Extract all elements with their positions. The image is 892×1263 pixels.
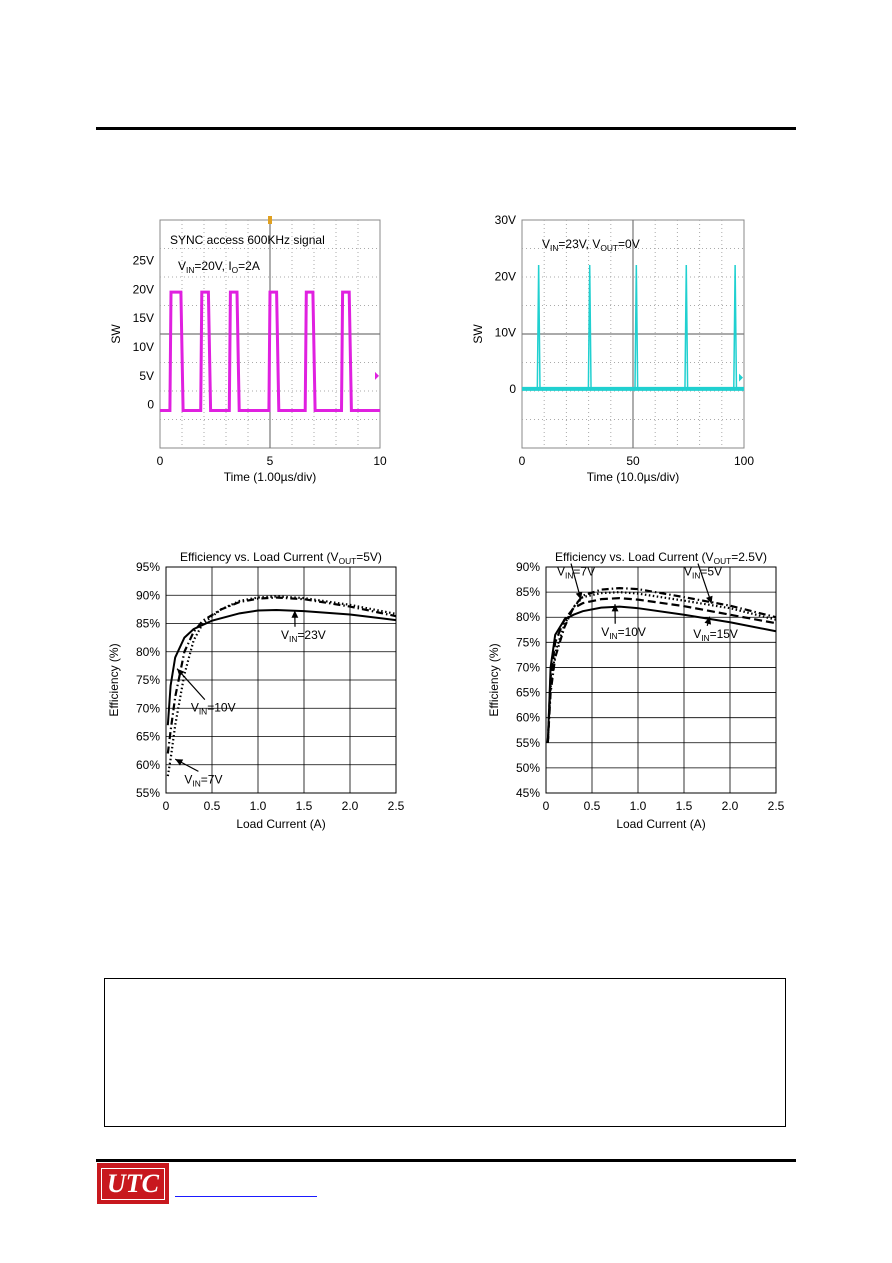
x-tick-label: 1.0 bbox=[629, 799, 647, 813]
efficiency-5v-chart bbox=[96, 535, 416, 845]
x-tick-label: 5 bbox=[266, 454, 274, 468]
series-label-part: =5V bbox=[700, 564, 723, 579]
series-label-part: =10V bbox=[617, 624, 646, 639]
x-tick-label: 0 bbox=[162, 799, 170, 813]
chart-title-part: OUT bbox=[338, 556, 357, 566]
series-label-part: V bbox=[281, 627, 290, 642]
sw-waveform-chart bbox=[460, 210, 760, 490]
y-tick-label: 70% bbox=[515, 660, 540, 675]
y-tick-label: 90% bbox=[515, 560, 540, 574]
y-tick-label: 10V bbox=[494, 325, 516, 340]
series-label bbox=[184, 772, 222, 788]
x-axis-label: Time (1.00µs/div) bbox=[223, 470, 317, 484]
condition-text-part: IN bbox=[186, 265, 195, 275]
x-tick-label: 50 bbox=[626, 454, 640, 468]
y-tick-label: 60% bbox=[515, 710, 540, 725]
y-axis-label: Efficiency (%) bbox=[487, 643, 501, 717]
y-tick-label: 85% bbox=[515, 585, 540, 600]
y-tick-label: 75% bbox=[135, 673, 160, 687]
y-tick-label: 0 bbox=[147, 397, 154, 412]
efficiency-2v5-chart bbox=[476, 535, 796, 845]
footer-rule bbox=[96, 1159, 796, 1162]
series-label-part: V bbox=[693, 626, 702, 641]
x-tick-label: 100 bbox=[733, 454, 755, 468]
notice-box bbox=[104, 978, 786, 1127]
series-label-part: IN bbox=[609, 630, 618, 641]
chart-title-part: OUT bbox=[713, 556, 732, 566]
chart-title-part: =2.5V) bbox=[731, 550, 767, 564]
series-label-part: V bbox=[184, 772, 193, 787]
y-tick-label: 25V bbox=[132, 253, 154, 268]
y-tick-label: 20V bbox=[132, 282, 154, 297]
condition-text-part: OUT bbox=[600, 243, 619, 253]
utc-logo-frame bbox=[101, 1168, 165, 1200]
condition-text-part: =2A bbox=[238, 259, 260, 273]
x-axis-label: Time (10.0µs/div) bbox=[586, 470, 680, 484]
series-label-part: =10V bbox=[207, 700, 236, 715]
utc-logo bbox=[97, 1163, 169, 1204]
chart-title bbox=[180, 550, 382, 566]
y-tick-label: 0 bbox=[509, 381, 516, 396]
series-label-part: V bbox=[601, 624, 610, 639]
y-tick-label: 15V bbox=[132, 311, 154, 326]
y-tick-label: 20V bbox=[494, 269, 516, 284]
series-label-part: V bbox=[557, 564, 566, 579]
series-label-part: IN bbox=[701, 632, 710, 643]
y-tick-label: 5V bbox=[139, 368, 154, 383]
series-label-part: V bbox=[190, 700, 199, 715]
series-label-part: IN bbox=[692, 570, 701, 581]
y-tick-label: 95% bbox=[135, 560, 160, 574]
condition-text-part: V bbox=[178, 259, 187, 273]
x-tick-label: 1.5 bbox=[675, 799, 693, 813]
series-label-part: =15V bbox=[709, 626, 738, 641]
y-tick-label: 90% bbox=[135, 588, 160, 603]
series-label-part: IN bbox=[289, 633, 298, 644]
series-label-part: =23V bbox=[297, 627, 326, 642]
series-label bbox=[557, 565, 595, 581]
y-tick-label: 70% bbox=[135, 701, 160, 716]
y-tick-label: 45% bbox=[515, 786, 540, 800]
sync-waveform-chart bbox=[100, 210, 400, 490]
y-tick-label: 10V bbox=[132, 339, 154, 354]
y-tick-label: 30V bbox=[494, 213, 516, 227]
x-tick-label: 0 bbox=[156, 454, 164, 468]
series-label-part: IN bbox=[192, 778, 201, 789]
annotation-text: SYNC access 600KHz signal bbox=[170, 233, 325, 247]
y-tick-label: 50% bbox=[515, 760, 540, 775]
y-tick-label: 55% bbox=[135, 786, 160, 800]
x-tick-label: 2.5 bbox=[767, 799, 785, 813]
series-label bbox=[601, 625, 646, 641]
series-label-part: IN bbox=[565, 570, 574, 581]
header-rule bbox=[96, 127, 796, 130]
x-tick-label: 0 bbox=[518, 454, 526, 468]
x-tick-label: 1.0 bbox=[249, 799, 267, 813]
condition-text-part: =23V, V bbox=[558, 237, 601, 251]
x-tick-label: 10 bbox=[373, 454, 387, 468]
series-label bbox=[281, 628, 326, 644]
series-label-part: =7V bbox=[573, 564, 596, 579]
condition-text-part: V bbox=[542, 237, 551, 251]
y-tick-label: 80% bbox=[515, 610, 540, 625]
x-tick-label: 2.5 bbox=[387, 799, 405, 813]
y-tick-label: 75% bbox=[515, 635, 540, 650]
utc-logo-text: UTC bbox=[107, 1168, 159, 1198]
y-axis-label: SW bbox=[471, 324, 485, 344]
condition-text-part: IN bbox=[550, 243, 559, 253]
series-label bbox=[191, 701, 236, 717]
y-tick-label: 65% bbox=[135, 729, 160, 744]
chart-title-part: Efficiency vs. Load Current (V bbox=[555, 550, 714, 564]
x-tick-label: 0 bbox=[542, 799, 550, 813]
series-label bbox=[693, 627, 738, 643]
x-axis-label: Load Current (A) bbox=[236, 817, 326, 831]
chart-title-part: Efficiency vs. Load Current (V bbox=[180, 550, 339, 564]
x-tick-label: 2.0 bbox=[341, 799, 359, 813]
y-tick-label: 80% bbox=[135, 644, 160, 659]
condition-text-part: O bbox=[231, 265, 239, 275]
x-tick-label: 2.0 bbox=[721, 799, 739, 813]
x-tick-label: 1.5 bbox=[295, 799, 313, 813]
trigger-marker bbox=[268, 216, 272, 224]
y-axis-label: Efficiency (%) bbox=[107, 643, 121, 717]
x-tick-label: 0.5 bbox=[203, 799, 221, 813]
y-tick-label: 55% bbox=[515, 735, 540, 750]
series-label-part: V bbox=[684, 564, 693, 579]
y-tick-label: 65% bbox=[515, 685, 540, 700]
x-axis-label: Load Current (A) bbox=[616, 817, 706, 831]
x-tick-label: 0.5 bbox=[583, 799, 601, 813]
y-axis-label: SW bbox=[109, 324, 123, 344]
series-label-part: IN bbox=[198, 706, 208, 717]
website-link[interactable] bbox=[175, 1182, 317, 1197]
condition-text-part: =0V bbox=[618, 237, 640, 251]
y-tick-label: 60% bbox=[135, 757, 160, 772]
chart-title-part: =5V) bbox=[356, 550, 382, 564]
condition-text-part: =20V, I bbox=[194, 259, 232, 273]
y-tick-label: 85% bbox=[135, 616, 160, 631]
series-label-part: =7V bbox=[200, 772, 223, 787]
